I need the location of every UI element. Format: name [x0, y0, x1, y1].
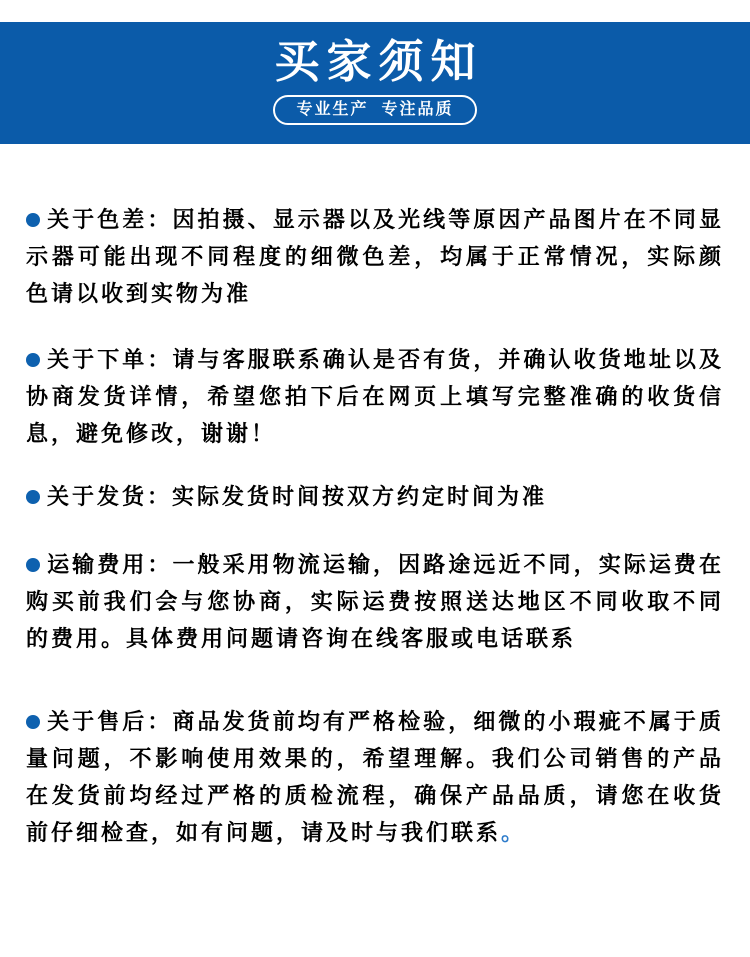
notice-text: 关于下单：请与客服联系确认是否有货，并确认收货地址以及协商发货详情，希望您拍下后在网页上填写完整准确的收货信息，避免修改，谢谢！	[26, 347, 724, 446]
bullet-icon	[26, 353, 40, 367]
notice-ordering	[26, 341, 724, 452]
notice-text: 关于色差：因拍摄、显示器以及光线等原因产品图片在不同显示器可能出现不同程度的细微色差，均属于正常情况，实际颜色请以收到实物为准	[26, 207, 724, 306]
blue-period: 。	[501, 820, 527, 845]
bullet-icon	[26, 490, 40, 504]
notice-text: 关于售后：商品发货前均有严格检验，细微的小瑕疵不属于质量问题，不影响使用效果的，希望理解。我们公司销售的产品在发货前均经过严格的质检流程，确保产品品质，请您在收货前仔细检查，如有问题，请及时与我们联系	[26, 709, 724, 845]
notice-freight	[26, 546, 724, 657]
notice-color-difference	[26, 201, 724, 312]
header-badge: 专业生产 专注品质	[273, 95, 478, 125]
page-title: 买家须知	[274, 36, 483, 87]
header-banner	[0, 22, 750, 144]
bullet-icon	[26, 558, 40, 572]
notice-after-sales	[26, 703, 724, 851]
buyer-notice-page	[0, 22, 750, 957]
notice-shipping	[26, 478, 724, 515]
notice-text: 关于发货：实际发货时间按双方约定时间为准	[47, 484, 548, 509]
notice-list	[0, 201, 750, 851]
notice-text: 运输费用：一般采用物流运输，因路途远近不同，实际运费在购买前我们会与您协商，实际运费按照送达地区不同收取不同的费用。具体费用问题请咨询在线客服或电话联系	[26, 552, 724, 651]
badge-wrap	[0, 95, 750, 125]
bullet-icon	[26, 213, 40, 227]
bullet-icon	[26, 715, 40, 729]
